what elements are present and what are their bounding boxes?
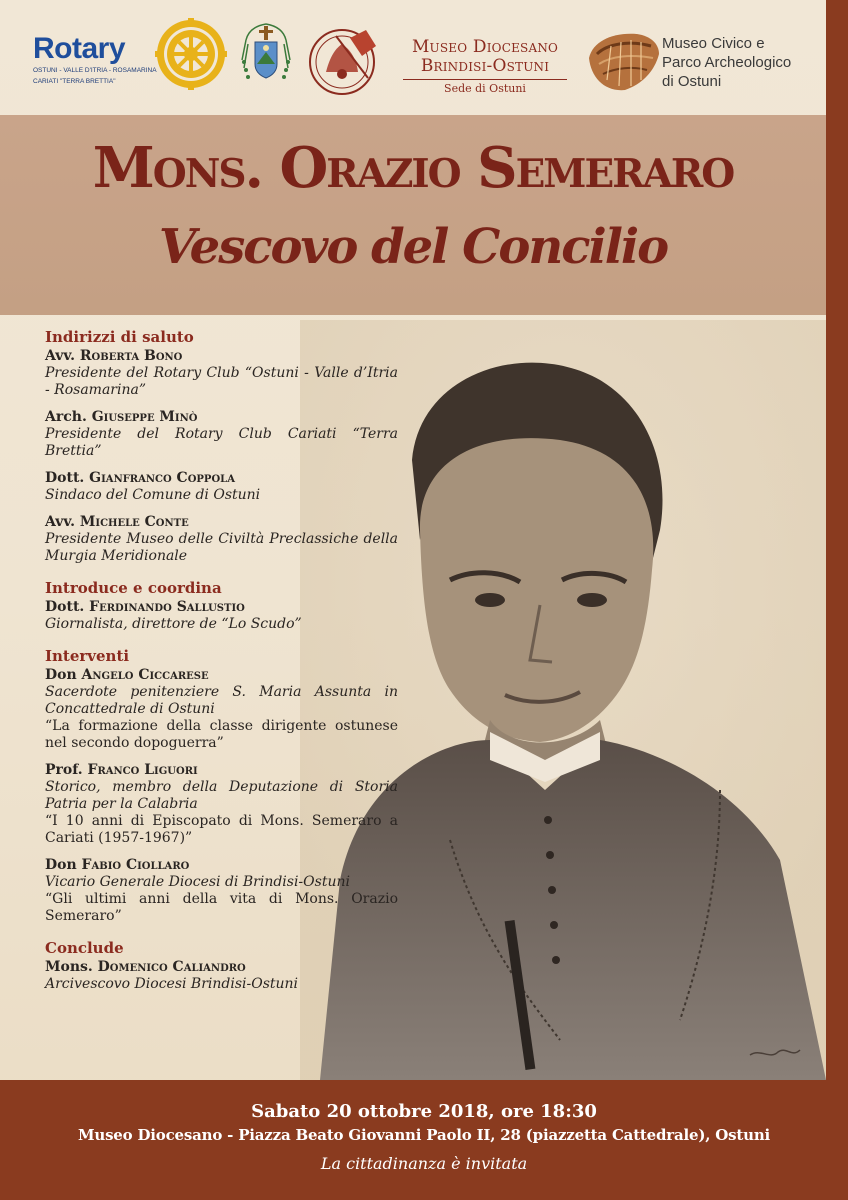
invitation-note: La cittadinanza è invitata bbox=[320, 1154, 528, 1173]
speaker-role: Presidente del Rotary Club Cariati “Terra Brettia” bbox=[45, 426, 398, 459]
event-venue: Museo Diocesano - Piazza Beato Giovanni Paolo II, 28 (piazzetta Cattedrale), Ostuni bbox=[77, 1126, 771, 1144]
speaker bbox=[45, 666, 398, 752]
speaker-name bbox=[45, 761, 398, 779]
museo-diocesano-logo bbox=[395, 38, 575, 95]
speaker-role: Sacerdote penitenziere S. Maria Assunta in Concattedrale di Ostuni bbox=[45, 684, 398, 717]
speaker-surname: Ferdinando Sallustio bbox=[89, 599, 245, 615]
speaker-role: Arcivescovo Diocesi Brindisi-Ostuni bbox=[45, 976, 299, 992]
rotary-wheel-icon bbox=[155, 18, 227, 90]
section-saluti bbox=[45, 327, 398, 565]
rotary-club-line-2: CARIATI "TERRA BRETTIA" bbox=[33, 78, 116, 85]
museo-civico-line-2: Parco Archeologico bbox=[662, 54, 792, 71]
logo-row bbox=[0, 0, 826, 115]
speaker bbox=[45, 958, 398, 993]
talk-title: “I 10 anni di Episcopato di Mons. Semeraro a Cariati (1957-1967)” bbox=[45, 813, 398, 846]
page-title: Mons. Orazio Semeraro bbox=[92, 135, 734, 201]
speaker-name bbox=[45, 598, 398, 616]
speaker-surname: Angelo Ciccarese bbox=[81, 667, 209, 683]
speaker-title: Mons. bbox=[45, 959, 93, 975]
speaker-title: Don bbox=[45, 857, 77, 873]
speaker-title: Avv. bbox=[45, 348, 76, 364]
speaker-name bbox=[45, 513, 398, 531]
page-subtitle: Vescovo del Concilio bbox=[158, 219, 668, 275]
rotary-wordmark: Rotary bbox=[33, 32, 126, 65]
speaker-name bbox=[45, 347, 398, 365]
section-title: Conclude bbox=[45, 939, 124, 957]
speaker-title: Avv. bbox=[45, 514, 76, 530]
speaker-title: Prof. bbox=[45, 762, 83, 778]
speaker bbox=[45, 469, 398, 504]
speaker-name bbox=[45, 666, 398, 684]
speaker-name bbox=[45, 958, 398, 976]
speaker-surname: Domenico Caliandro bbox=[97, 959, 246, 975]
section-introduce bbox=[45, 578, 398, 633]
talk-title: “La formazione della classe dirigente ostunese nel secondo dopoguerra” bbox=[45, 718, 398, 751]
event-date: Sabato 20 ottobre 2018, ore 18:30 bbox=[251, 1101, 597, 1122]
speaker bbox=[45, 856, 398, 925]
speaker bbox=[45, 347, 398, 399]
rotary-logo bbox=[33, 34, 158, 86]
section-interventi bbox=[45, 646, 398, 925]
speaker bbox=[45, 513, 398, 565]
section-title: Interventi bbox=[45, 647, 130, 665]
speaker-title: Don bbox=[45, 667, 77, 683]
episcopal-crest-icon bbox=[238, 20, 294, 92]
museo-civico-logo bbox=[662, 34, 791, 91]
speaker-role: Presidente del Rotary Club “Ostuni - Valle d’Itria - Rosamarina” bbox=[45, 365, 398, 398]
speaker-role: Storico, membro della Deputazione di Storia Patria per la Calabria bbox=[45, 779, 398, 812]
museo-civico-line-3: di Ostuni bbox=[662, 73, 722, 90]
right-border-strip bbox=[826, 0, 848, 1080]
speaker-name bbox=[45, 408, 398, 426]
speaker-surname: Fabio Ciollaro bbox=[81, 857, 190, 873]
speaker-surname: Michele Conte bbox=[79, 514, 189, 530]
speaker-title: Dott. bbox=[45, 470, 85, 486]
section-title: Introduce e coordina bbox=[45, 579, 222, 597]
speaker-role: Giornalista, direttore de “Lo Scudo” bbox=[45, 616, 302, 632]
speaker-title: Arch. bbox=[45, 409, 87, 425]
program bbox=[45, 327, 398, 1006]
speaker-title: Dott. bbox=[45, 599, 85, 615]
speaker-role: Vicario Generale Diocesi di Brindisi-Ostuni bbox=[45, 874, 350, 890]
museum-seal-icon bbox=[306, 26, 392, 96]
speaker-surname: Giuseppe Minò bbox=[91, 409, 198, 425]
museo-diocesano-rule bbox=[403, 79, 567, 80]
museo-diocesano-line-1: Museo Diocesano bbox=[411, 37, 559, 57]
speaker-surname: Franco Liguori bbox=[87, 762, 198, 778]
speaker bbox=[45, 408, 398, 460]
speaker-surname: Roberta Bono bbox=[79, 348, 183, 364]
speaker-role: Sindaco del Comune di Ostuni bbox=[45, 487, 261, 503]
archaeological-vase-icon bbox=[585, 30, 663, 94]
section-conclude bbox=[45, 938, 398, 993]
speaker bbox=[45, 761, 398, 847]
museo-diocesano-line-2: Brindisi-Ostuni bbox=[420, 56, 550, 76]
speaker-surname: Gianfranco Coppola bbox=[89, 470, 235, 486]
rotary-club-line-1: OSTUNI - VALLE D'ITRIA - ROSAMARINA bbox=[33, 67, 157, 74]
speaker bbox=[45, 598, 398, 633]
speaker-name bbox=[45, 856, 398, 874]
museo-diocesano-line-3: Sede di Ostuni bbox=[444, 82, 526, 95]
speaker-role: Presidente Museo delle Civiltà Preclassiche della Murgia Meridionale bbox=[45, 531, 398, 564]
section-title: Indirizzi di saluto bbox=[45, 328, 194, 346]
speaker-name bbox=[45, 469, 398, 487]
talk-title: “Gli ultimi anni della vita di Mons. Orazio Semeraro” bbox=[45, 891, 398, 924]
museo-civico-line-1: Museo Civico e bbox=[662, 35, 765, 52]
